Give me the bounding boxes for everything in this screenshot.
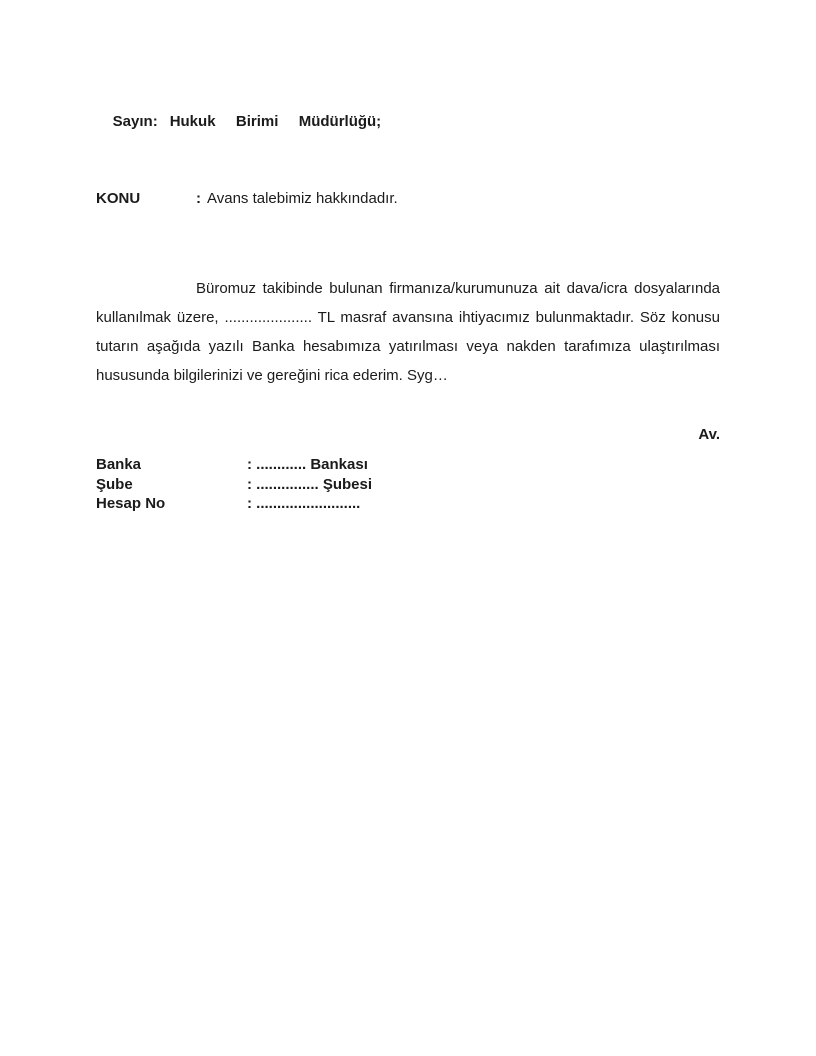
bank-row xyxy=(96,494,720,514)
subject-line xyxy=(96,190,720,207)
bank-row-label: Hesap No xyxy=(96,495,166,512)
subject-colon: : xyxy=(196,190,201,207)
bank-row-value: : ......................... xyxy=(247,495,361,512)
bank-row-value: : ............ Bankası xyxy=(247,456,368,473)
subject-text: Avans talebimiz hakkındadır. xyxy=(207,190,398,207)
recipient-line xyxy=(96,96,720,147)
bank-row xyxy=(96,475,720,495)
bank-row-value: : ............... Şubesi xyxy=(247,475,373,493)
bank-row-label: Şube xyxy=(96,475,133,493)
signature-line: Av. xyxy=(698,426,720,443)
body-paragraph: Büromuz takibinde bulunan firmanıza/kurumunuza ait dava/icra dosyalarında kullanılmak üzere, ..................... TL masraf avansına ihtiyacımız bulunmaktadır. Söz konusu tutarın aşağıda yazılı Banka hesabımıza yatırılması veya nakden tarafımıza ulaştırılması hususunda bilgilerinizi ve gereğini rica ederim. Syg… xyxy=(96,280,720,384)
recipient-label: Sayın: xyxy=(112,113,158,130)
bank-row xyxy=(96,455,720,475)
subject-label: KONU xyxy=(96,190,141,207)
bank-details xyxy=(96,455,720,514)
recipient-name: Hukuk Birimi Müdürlüğü; xyxy=(169,113,382,130)
bank-row-label: Banka xyxy=(96,456,142,473)
